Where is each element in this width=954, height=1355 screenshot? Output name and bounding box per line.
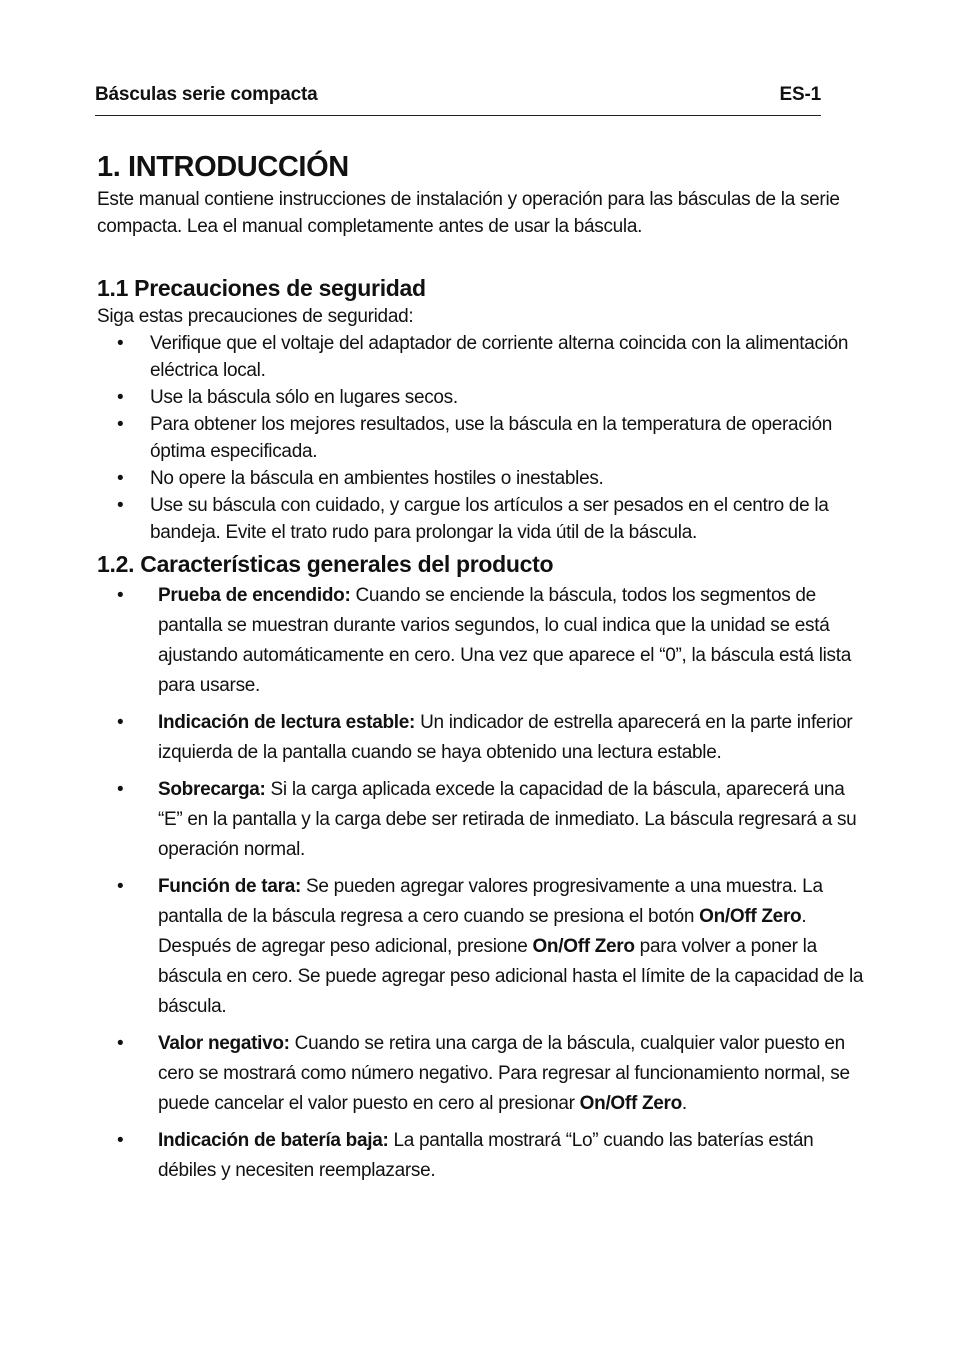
feature-text: Se pueden agregar valores progresivamente a una muestra. La pantalla de la báscula regresa a cero cuando se presiona el botón — [158, 876, 823, 927]
feature-term: Función de tara: — [158, 876, 301, 897]
feature-prueba-encendido — [97, 581, 867, 701]
feature-text: para volver a poner la báscula en cero. Se puede agregar peso adicional hasta el límite de la capacidad de la báscula. — [158, 936, 864, 1017]
feature-term: Sobrecarga: — [158, 779, 266, 800]
button-reference: On/Off Zero — [699, 906, 802, 927]
feature-term: Prueba de encendido: — [158, 585, 351, 606]
feature-text: Un indicador de estrella aparecerá en la parte inferior izquierda de la pantalla cuando se haya obtenido una lectura estable. — [158, 712, 853, 763]
feature-text: Cuando se enciende la báscula, todos los segmentos de pantalla se muestran durante varios segundos, lo cual indica que la unidad se está ajustando automáticamente en cero. Una vez que aparece el “0”, la báscula está lista para usarse. — [158, 585, 851, 696]
feature-text: La pantalla mostrará “Lo” cuando las baterías están débiles y necesiten reemplazarse. — [158, 1130, 814, 1181]
safety-list — [97, 330, 867, 546]
feature-funcion-tara — [97, 872, 867, 1022]
feature-text: . Después de agregar peso adicional, presione — [158, 906, 807, 957]
list-item: • Verifique que el voltaje del adaptador de corriente alterna coincida con la alimentación eléctrica local. — [97, 330, 867, 384]
feature-term: Indicación de lectura estable: — [158, 712, 416, 733]
intro-paragraph: Este manual contiene instrucciones de instalación y operación para las básculas de la serie compacta. Lea el manual completamente antes de usar la báscula. — [97, 189, 840, 237]
feature-lectura-estable — [97, 708, 867, 768]
header-title: Básculas serie compacta — [95, 84, 318, 105]
feature-text: Cuando se retira una carga de la báscula, cualquier valor puesto en cero se mostrará como número negativo. Para regresar al funcionamiento normal, se puede cancelar el valor puesto en cero al presionar — [158, 1033, 850, 1114]
feature-term: Valor negativo: — [158, 1033, 290, 1054]
page-content — [97, 148, 867, 1193]
button-reference: On/Off Zero — [532, 936, 635, 957]
list-item: • Use su báscula con cuidado, y cargue los artículos a ser pesados en el centro de la bandeja. Evite el trato rudo para prolongar la vida útil de la báscula. — [97, 492, 867, 546]
section-title-introduccion: 1. INTRODUCCIÓN — [97, 151, 349, 183]
features-list — [97, 581, 867, 1186]
button-reference: On/Off Zero — [579, 1093, 682, 1114]
feature-sobrecarga — [97, 775, 867, 865]
feature-term: Indicación de batería baja: — [158, 1130, 389, 1151]
list-item: • Use la báscula sólo en lugares secos. — [97, 384, 867, 411]
section-title-precauciones: 1.1 Precauciones de seguridad — [97, 275, 426, 301]
section-title-caracteristicas: 1.2. Características generales del producto — [97, 551, 554, 577]
feature-valor-negativo — [97, 1029, 867, 1119]
feature-text: Si la carga aplicada excede la capacidad de la báscula, aparecerá una “E” en la pantalla y la carga debe ser retirada de inmediato. La báscula regresará a su operación normal. — [158, 779, 857, 860]
safety-lead: Siga estas precauciones de seguridad: — [97, 306, 414, 327]
list-item: • No opere la báscula en ambientes hostiles o inestables. — [97, 465, 867, 492]
feature-text: . — [681, 1093, 687, 1114]
list-item: • Para obtener los mejores resultados, use la báscula en la temperatura de operación óptima especificada. — [97, 411, 867, 465]
feature-bateria-baja — [97, 1126, 867, 1186]
running-header — [95, 84, 821, 116]
page-number: ES-1 — [779, 84, 821, 105]
